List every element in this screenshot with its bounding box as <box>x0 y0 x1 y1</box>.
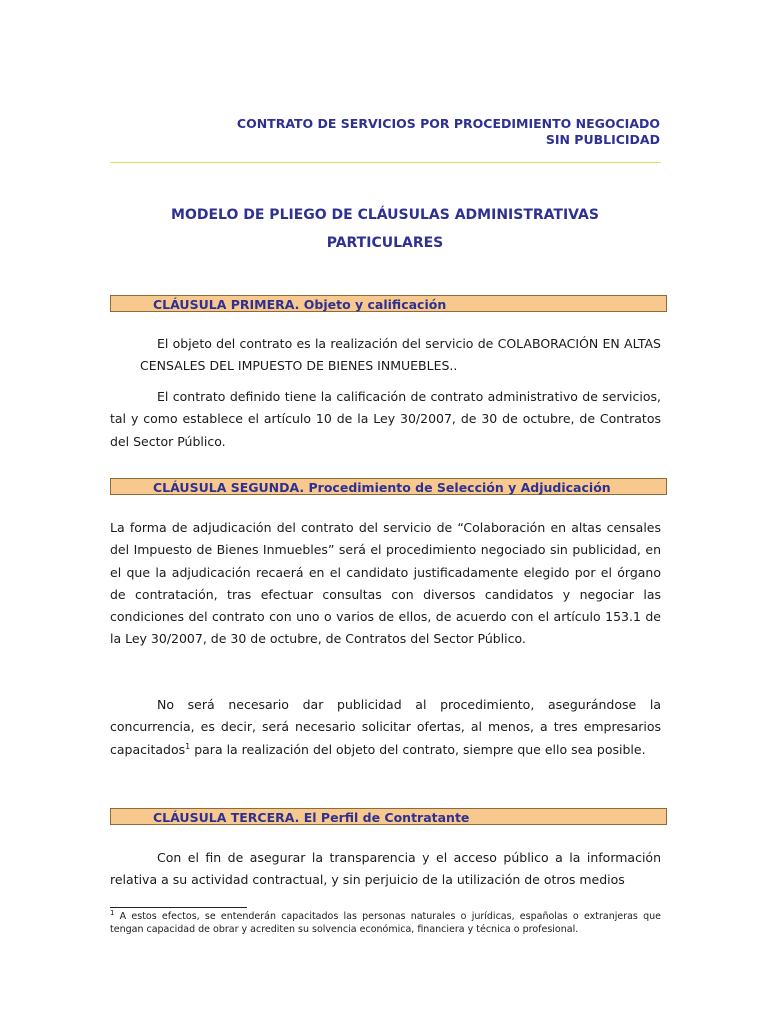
footnote <box>110 910 661 936</box>
footnote-divider <box>110 907 247 908</box>
clause-1-heading: CLÁUSULA PRIMERA. Objeto y calificación <box>110 295 667 312</box>
header-divider <box>110 162 661 163</box>
document-title <box>110 201 660 257</box>
footnote-text: A estos efectos, se entenderán capacitados las personas naturales o jurídicas, españolas o extranjeras que tengan capacidad de obrar y acrediten su solvencia económica, financiera y técnica o profesional. <box>110 911 661 935</box>
clause-2-heading: CLÁUSULA SEGUNDA. Procedimiento de Selección y Adjudicación <box>110 478 667 495</box>
clause-2-paragraph-2-text-b: para la realización del objeto del contrato, siempre que ello sea posible. <box>190 741 646 757</box>
clause-1-paragraph-1: El objeto del contrato es la realización del servicio de COLABORACIÓN EN ALTAS CENSALES DEL IMPUESTO DE BIENES INMUEBLES.. <box>140 336 661 374</box>
clause-2-paragraph-1: La forma de adjudicación del contrato del servicio de “Colaboración en altas censales del Impuesto de Bienes Inmuebles” será el procedimiento negociado sin publicidad, en el que la adjudicación recaerá en el candidato justificadamente elegido por el órgano de contratación, tras efectuar consultas con diversos candidatos y negociar las condiciones del contrato con uno o varios de ellos, de acuerdo con el artículo 153.1 de la Ley 30/2007, de 30 de octubre, de Contratos del Sector Público. <box>110 520 661 647</box>
clause-2-paragraph-2-text-a: No será necesario dar publicidad al procedimiento, asegurándose la concurrencia, es decir, será necesario solicitar ofertas, al menos, a tres empresarios capacitados <box>110 697 661 757</box>
clause-3-heading: CLÁUSULA TERCERA. El Perfil de Contratante <box>110 808 667 825</box>
clause-1-paragraph-2: El contrato definido tiene la calificación de contrato administrativo de servicios, tal y como establece el artículo 10 de la Ley 30/2007, de 30 de octubre, de Contratos del Sector Público. <box>110 389 661 449</box>
header-line-1: CONTRATO DE SERVICIOS POR PROCEDIMIENTO NEGOCIADO <box>236 116 660 131</box>
footnote-reference[interactable]: 1 <box>185 741 191 751</box>
clause-3-paragraph-1: Con el fin de asegurar la transparencia y el acceso público a la información relativa a su actividad contractual, y sin perjuicio de la utilización de otros medios <box>110 850 661 888</box>
document-header <box>110 116 660 148</box>
clause-2-paragraph-2 <box>110 694 661 761</box>
title-line-1: MODELO DE PLIEGO DE CLÁUSULAS ADMINISTRATIVAS <box>171 207 599 223</box>
title-line-2: PARTICULARES <box>326 235 444 251</box>
footnote-number: 1 <box>110 908 115 917</box>
header-line-2: SIN PUBLICIDAD <box>545 132 660 147</box>
